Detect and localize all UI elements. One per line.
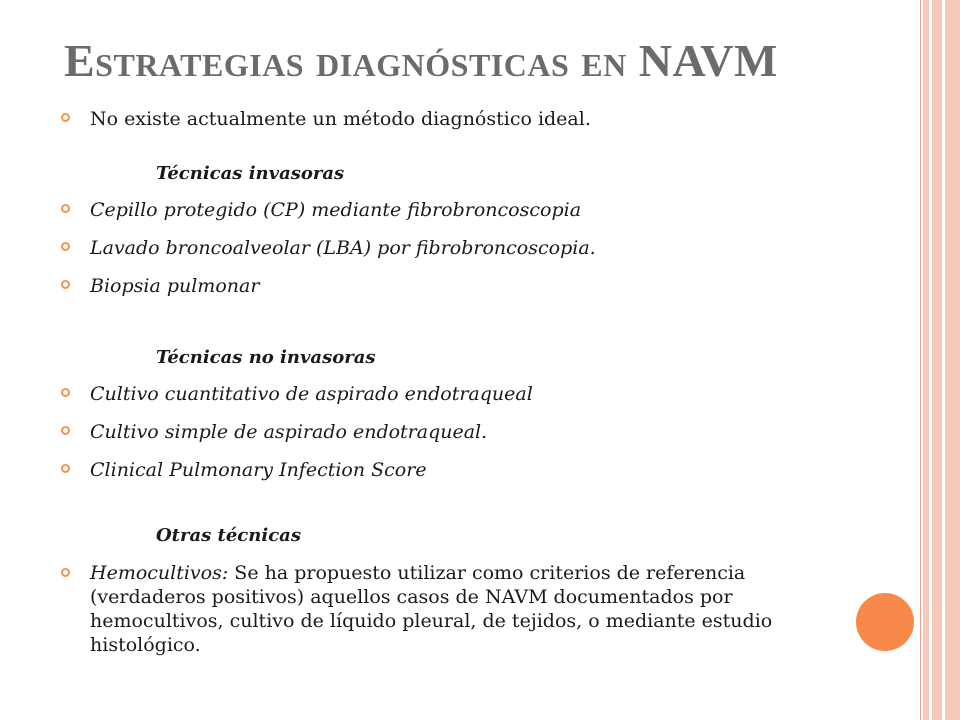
slide-content [60,106,850,657]
list-item [60,381,850,407]
list-item-text: Lavado broncoalveolar (LBA) por fibrobroncoscopia. [90,237,596,259]
list-item-text: Clinical Pulmonary Infection Score [90,459,427,481]
list-item [60,457,850,483]
band-edge-line [920,0,921,720]
hemocultivos-label: Hemocultivos: [90,562,229,584]
list-item-text: Cultivo simple de aspirado endotraqueal. [90,421,488,443]
section-heading-non-invasive: Técnicas no invasoras [156,347,376,368]
bullet-circle-icon [61,113,70,122]
hemocultivos-text: Se ha propuesto utilizar como criterios de referencia (verdaderos positivos) aquellos casos de NAVM documentados por hemocultivos, cultivo de líquido pleural, de tejidos, o mediante estudio histológico. [90,562,773,656]
bullet-circle-icon [61,426,70,435]
intro-text: No existe actualmente un método diagnóstico ideal. [90,108,591,130]
list-item [60,197,850,223]
list-item-text: Biopsia pulmonar [90,275,260,297]
bullet-circle-icon [61,204,70,213]
decorative-right-band [920,0,960,720]
decorative-orange-circle [856,593,914,651]
bullet-circle-icon [61,242,70,251]
bullet-circle-icon [61,568,70,577]
section-heading-invasive: Técnicas invasoras [156,163,345,184]
list-item [60,235,850,261]
intro-item [60,106,850,132]
list-item-text: Cultivo cuantitativo de aspirado endotraqueal [90,383,533,405]
bullet-circle-icon [61,388,70,397]
bullet-circle-icon [61,280,70,289]
list-item [60,419,850,445]
list-item-text: Cepillo protegido (CP) mediante fibrobroncoscopia [90,199,582,221]
bullet-circle-icon [61,464,70,473]
list-item [60,561,850,657]
list-item [60,273,850,299]
section-heading-other: Otras técnicas [156,525,301,546]
slide-title: Estrategias diagnósticas en NAVM [64,35,778,86]
